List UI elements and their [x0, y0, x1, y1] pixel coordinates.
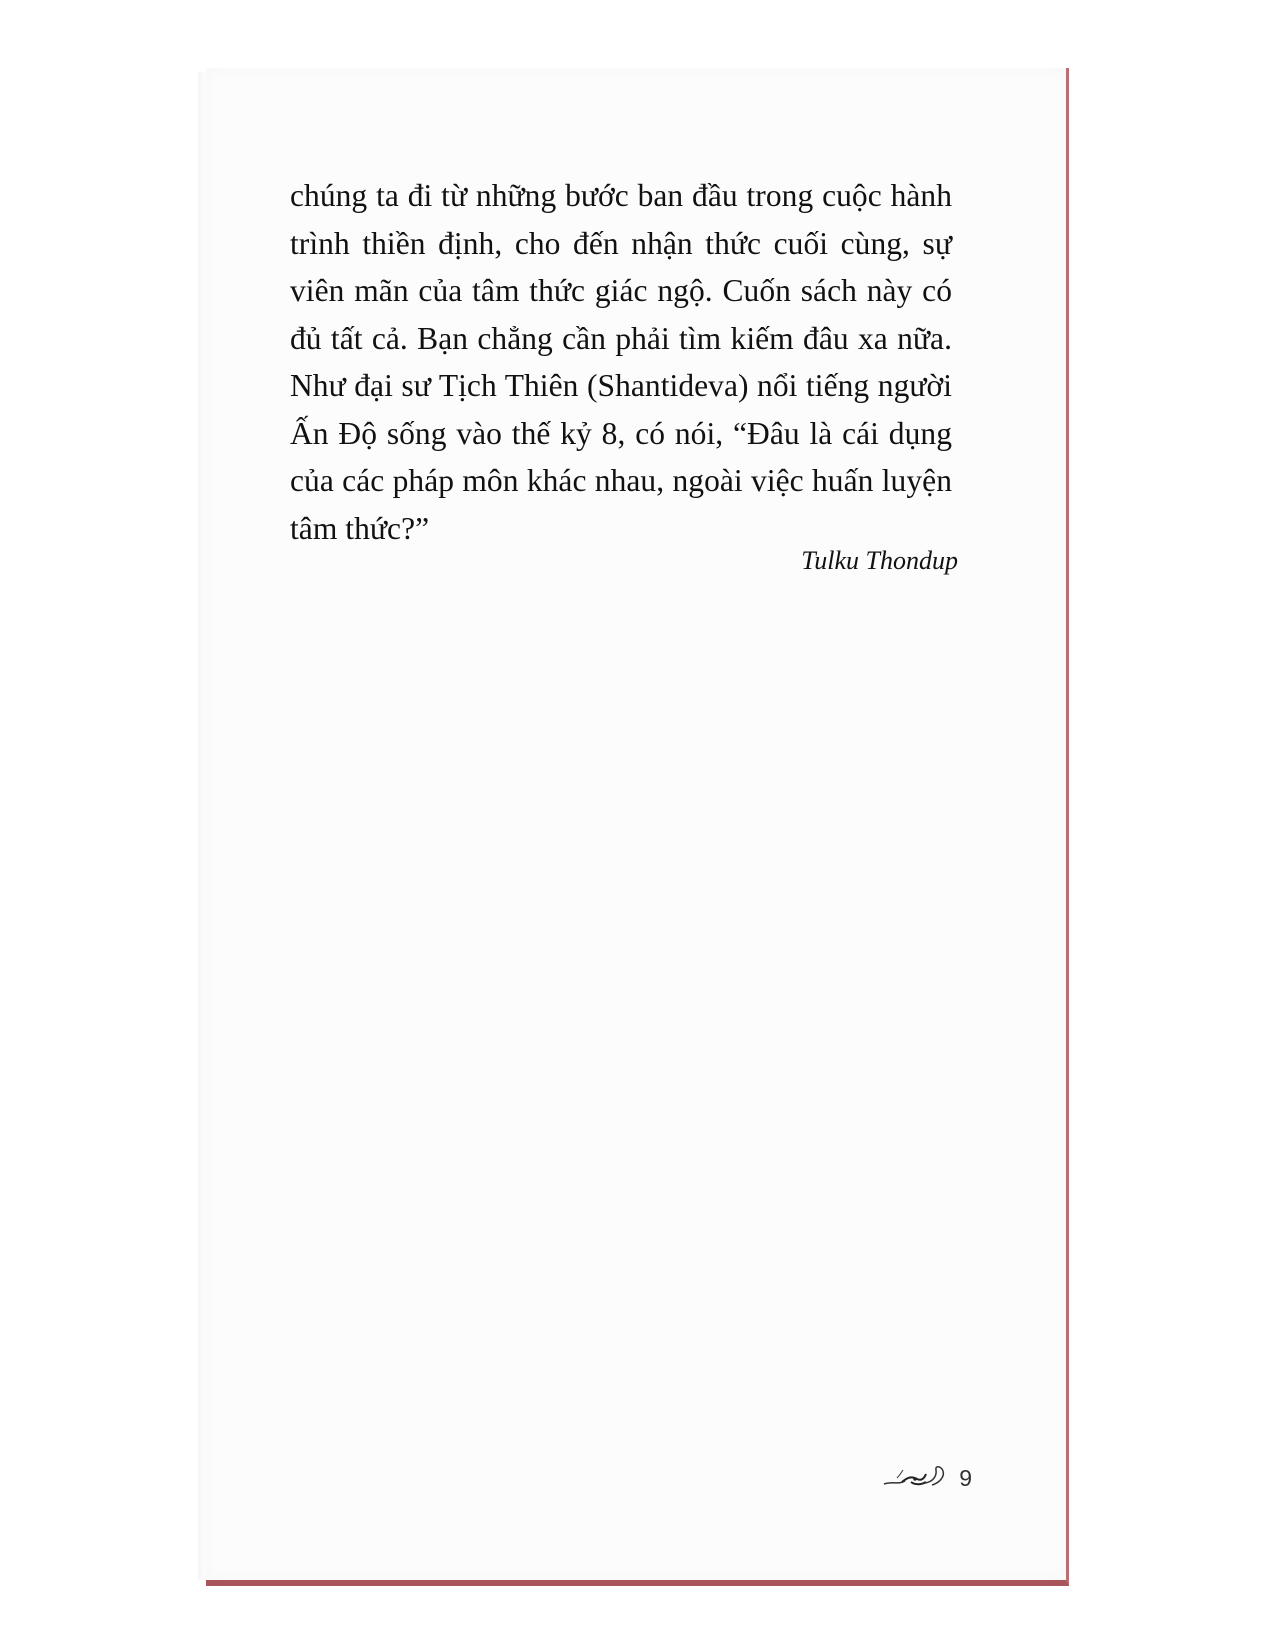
page-number: 9	[959, 1465, 972, 1491]
decorative-flourish-icon	[881, 1464, 951, 1492]
book-page	[206, 68, 1069, 1586]
author-signature: Tulku Thondup	[801, 546, 958, 575]
page-footer	[881, 1462, 972, 1494]
body-paragraph: chúng ta đi từ những bước ban đầu trong cuộc hành trình thiền định, cho đến nhận thức cuối cùng, sự viên mãn của tâm thức giác ngộ. Cuốn sách này có đủ tất cả. Bạn chẳng cần phải tìm kiếm đâu xa nữa. Như đại sư Tịch Thiên (Shantideva) nổi tiếng người Ấn Độ sống vào thế kỷ 8, có nói, “Đâu là cái dụng của các pháp môn khác nhau, ngoài việc huấn luyện tâm thức?”	[290, 178, 952, 546]
